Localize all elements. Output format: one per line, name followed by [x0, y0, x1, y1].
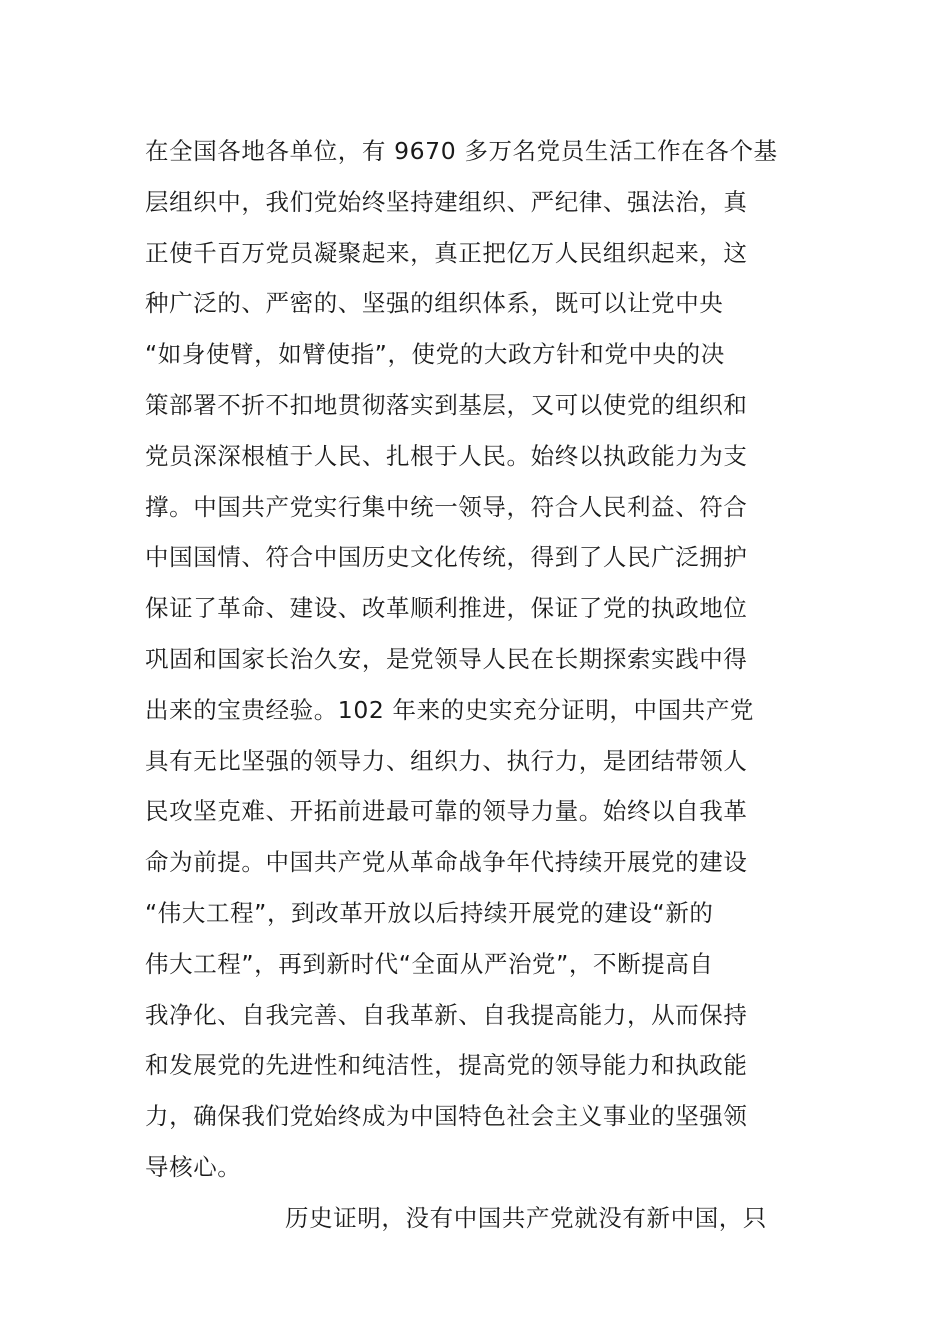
text-line: 出来的宝贵经验。102 年来的史实充分证明，中国共产党 — [145, 695, 755, 724]
text-line: 正使千百万党员凝聚起来，真正把亿万人民组织起来，这 — [145, 238, 748, 267]
text-line: “如身使臂，如臂使指”，使党的大政方针和党中央的决 — [145, 340, 725, 369]
text-line: “伟大工程”，到改革开放以后持续开展党的建设“新的 — [145, 898, 714, 927]
text-line: 中国国情、符合中国历史文化传统，得到了人民广泛拥护 — [145, 543, 748, 572]
text-line: 导核心。 — [145, 1152, 242, 1181]
text-line: 种广泛的、严密的、坚强的组织体系，既可以让党中央 — [145, 289, 724, 318]
body-text — [145, 126, 815, 1244]
text-line: 我净化、自我完善、自我革新、自我提高能力，从而保持 — [145, 1000, 748, 1029]
text-line: 保证了革命、建设、改革顺利推进，保证了党的执政地位 — [145, 594, 748, 623]
text-line: 伟大工程”，再到新时代“全面从严治党”，不断提高自 — [145, 949, 714, 978]
text-line: 策部署不折不扣地贯彻落实到基层，又可以使党的组织和 — [145, 390, 748, 419]
text-line: 民攻坚克难、开拓前进最可靠的领导力量。始终以自我革 — [145, 797, 748, 826]
text-line: 命为前提。中国共产党从革命战争年代持续开展党的建设 — [145, 848, 748, 877]
text-line: 层组织中，我们党始终坚持建组织、严纪律、强法治，真 — [145, 187, 748, 216]
text-line: 力，确保我们党始终成为中国特色社会主义事业的坚强领 — [145, 1102, 748, 1131]
text-line: 在全国各地各单位，有 9670 多万名党员生活工作在各个基 — [145, 137, 778, 165]
text-line: 和发展党的先进性和纯洁性，提高党的领导能力和执政能 — [145, 1051, 748, 1080]
text-line: 具有无比坚强的领导力、组织力、执行力，是团结带领人 — [145, 746, 748, 775]
text-line: 巩固和国家长治久安，是党领导人民在长期探索实践中得 — [145, 644, 748, 673]
text-line: 党员深深根植于人民、扎根于人民。始终以执政能力为支 — [145, 441, 748, 470]
text-line: 撑。中国共产党实行集中统一领导，符合人民利益、符合 — [145, 492, 748, 521]
paragraph-start-line: 历史证明，没有中国共产党就没有新中国，只 — [285, 1203, 767, 1232]
